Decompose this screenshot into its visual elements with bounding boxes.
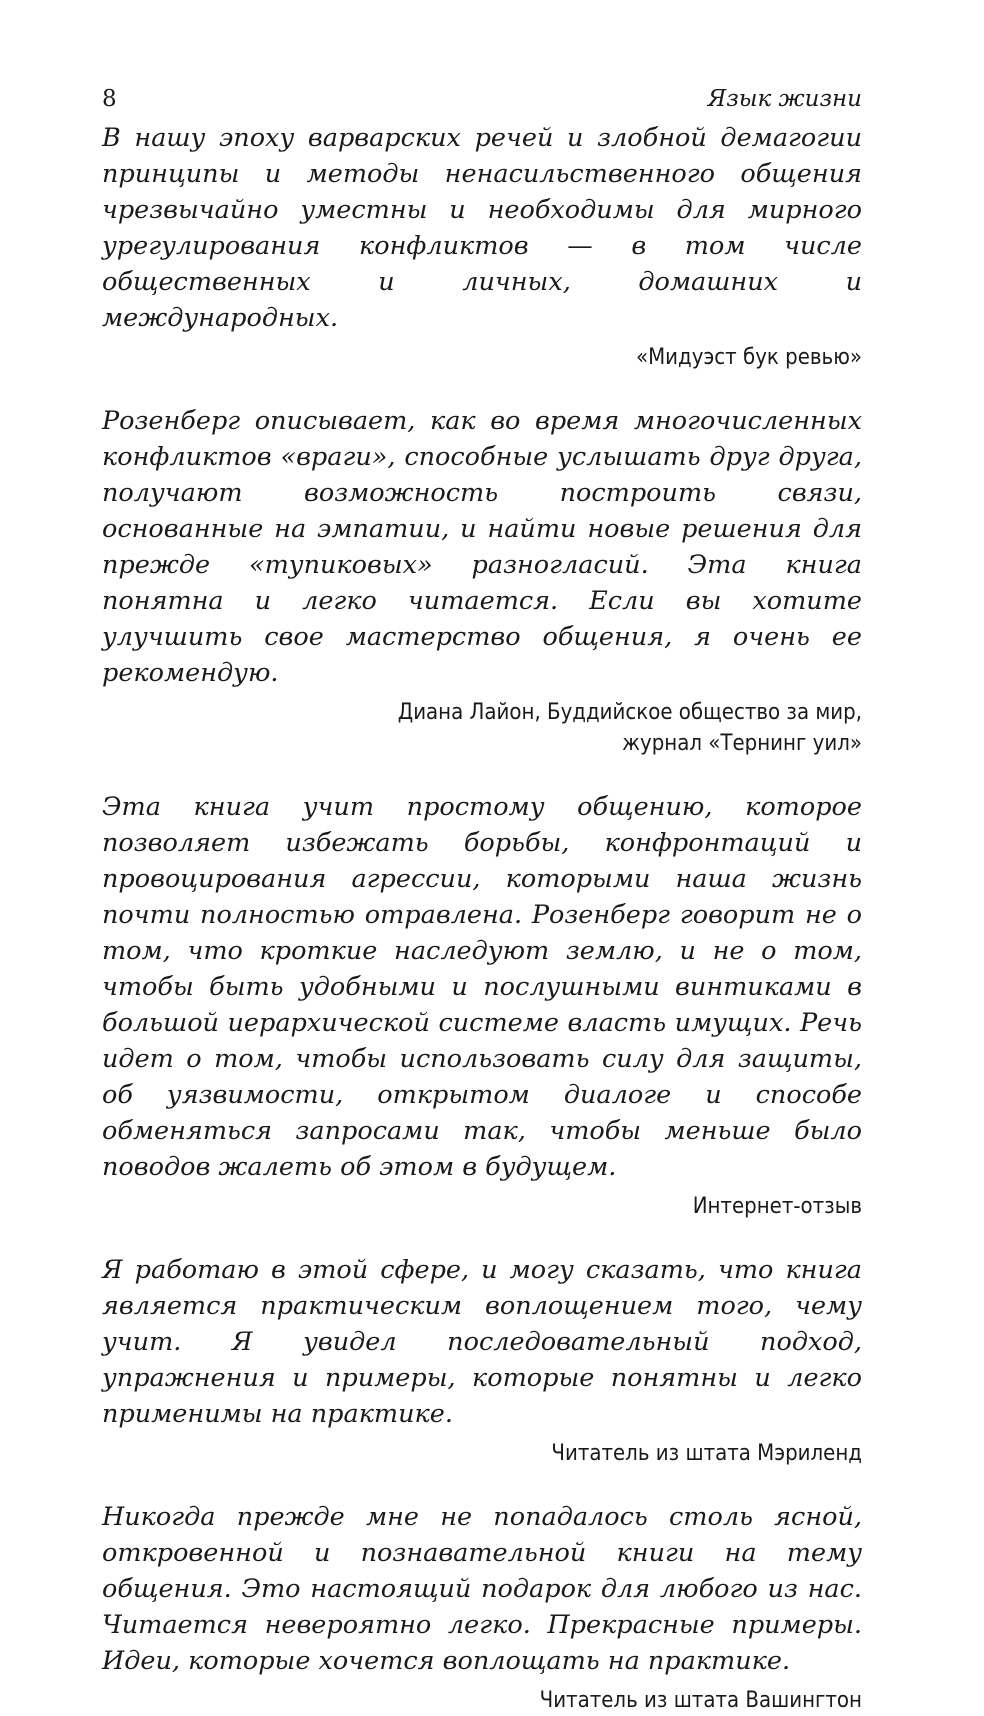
review-quote: Никогда прежде мне не попадалось столь ясной, откровенной и познавательной книги на тему общения. Это настоящий подарок для любого из нас. Читается невероятно легко. Прекрасные примеры. Идеи, которые хочется воплощать на практике. (102, 1502, 862, 1676)
review-block (102, 1252, 862, 1469)
review-block (102, 403, 862, 759)
running-head (102, 78, 862, 120)
review-source-line: Читатель из штата Вашингтон (539, 1688, 862, 1713)
review-source-line: Читатель из штата Мэриленд (551, 1441, 862, 1466)
running-title: Язык жизни (707, 86, 862, 112)
review-source-line: журнал «Тернинг уил» (622, 731, 862, 756)
review-source (102, 697, 862, 759)
review-quote: Эта книга учит простому общению, которое позволяет избежать борьбы, конфронтаций и провоцирования агрессии, которыми наша жизнь почти полностью отравлена. Розенберг говорит не о том, что кроткие наследуют землю, и не о том, чтобы быть удобными и послушными винтиками в большой иерархической системе власть имущих. Речь идет о том, чтобы использовать силу для защиты, об уязвимости, открытом диалоге и способе обменяться запросами так, чтобы меньше было поводов жалеть об этом в будущем. (102, 792, 862, 1182)
review-source (102, 1438, 862, 1469)
review-block (102, 120, 862, 373)
review-block (102, 789, 862, 1222)
review-source (102, 1685, 862, 1716)
review-block (102, 1499, 862, 1716)
review-source (102, 342, 862, 373)
review-quote: Розенберг описывает, как во время многочисленных конфликтов «враги», способные услышать друг друга, получают возможность построить связи, основанные на эмпатии, и найти новые решения для прежде «тупиковых» разногласий. Эта книга понятна и легко читается. Если вы хотите улучшить свое мастерство общения, я очень ее рекомендую. (102, 406, 862, 688)
review-source-line: Диана Лайон, Буддийское общество за мир, (397, 700, 862, 725)
review-source (102, 1191, 862, 1222)
review-quote: Я работаю в этой сфере, и могу сказать, что книга является практическим воплощением того, чему учит. Я увидел последовательный подход, упражнения и примеры, которые понятны и легко применимы на практике. (102, 1255, 862, 1429)
page-number: 8 (102, 86, 117, 112)
book-page (102, 78, 862, 1716)
review-source-line: Интернет-отзыв (692, 1194, 862, 1219)
review-source-line: «Мидуэст бук ревью» (636, 345, 862, 370)
review-quote: В нашу эпоху варварских речей и злобной демагогии принципы и методы ненасильственного общения чрезвычайно уместны и необходимы для мирного урегулирования конфликтов — в том числе общественных и личных, домашних и международных. (102, 123, 862, 333)
